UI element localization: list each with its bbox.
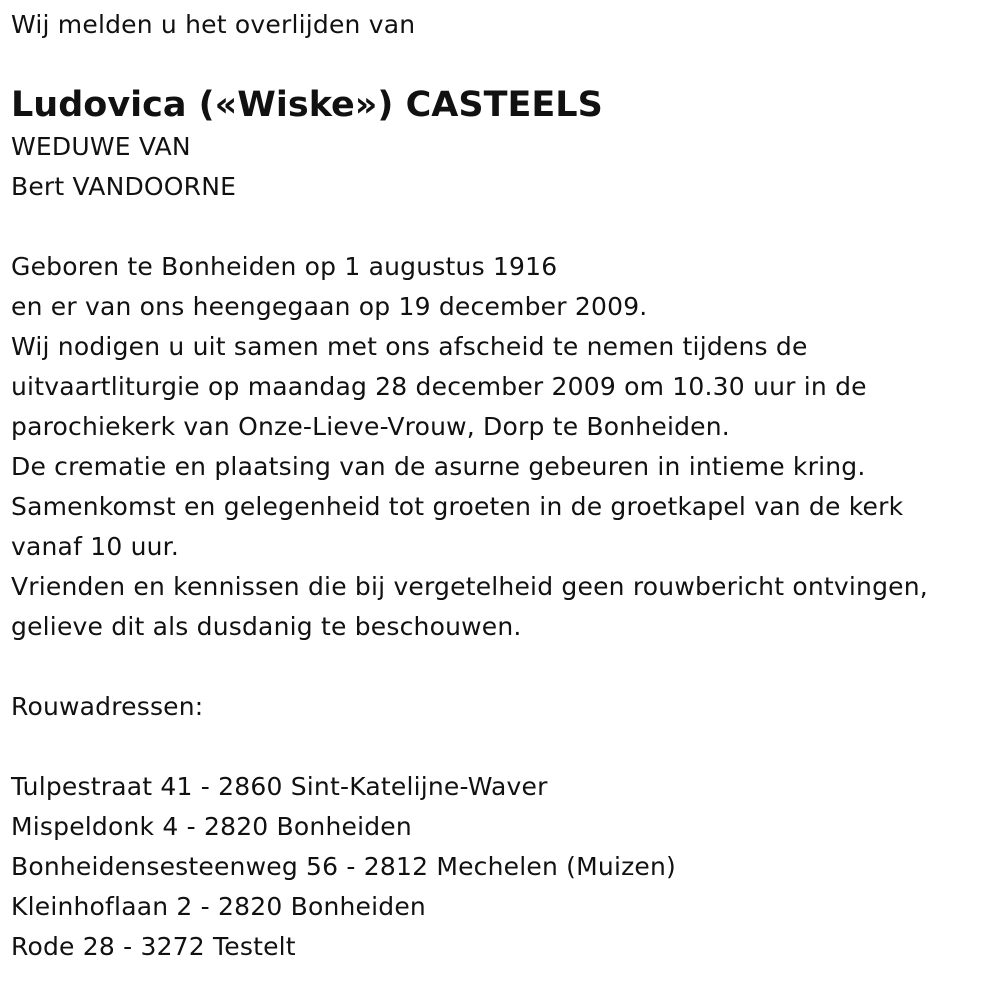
spacer — [11, 207, 1000, 247]
body-line: Vrienden en kennissen die bij vergetelheid geen rouwbericht ontvingen, — [11, 572, 928, 601]
body-line: vanaf 10 uur. — [11, 532, 180, 561]
body-line: uitvaartliturgie op maandag 28 december 2009 om 10.30 uur in de — [11, 372, 867, 401]
body-line: en er van ons heengegaan op 19 december 2009. — [11, 292, 648, 321]
body-line: parochiekerk van Onze-Lieve-Vrouw, Dorp te Bonheiden. — [11, 412, 730, 441]
address-line: Tulpestraat 41 - 2860 Sint-Katelijne-Waver — [11, 772, 548, 801]
spacer — [11, 647, 1000, 687]
death-notice — [0, 5, 1000, 989]
address-line: Rode 28 - 3272 Testelt — [11, 932, 296, 961]
widow-label: WEDUWE VAN — [11, 132, 191, 161]
spouse-name: Bert VANDOORNE — [11, 172, 237, 201]
body-line: Samenkomst en gelegenheid tot groeten in de groetkapel van de kerk — [11, 492, 904, 521]
address-line: Kleinhoflaan 2 - 2820 Bonheiden — [11, 892, 426, 921]
address-line: Mispeldonk 4 - 2820 Bonheiden — [11, 812, 412, 841]
addresses-label: Rouwadressen: — [11, 692, 204, 721]
intro-text: Wij melden u het overlijden van — [11, 10, 416, 39]
address-line: Bonheidensesteenweg 56 - 2812 Mechelen (Muizen) — [11, 852, 676, 881]
spacer — [11, 727, 1000, 767]
body-line: gelieve dit als dusdanig te beschouwen. — [11, 612, 522, 641]
deceased-name: Ludovica («Wiske») CASTEELS — [11, 85, 603, 125]
body-line: Geboren te Bonheiden op 1 augustus 1916 — [11, 252, 558, 281]
body-line: De crematie en plaatsing van de asurne gebeuren in intieme kring. — [11, 452, 866, 481]
body-line: Wij nodigen u uit samen met ons afscheid te nemen tijdens de — [11, 332, 808, 361]
